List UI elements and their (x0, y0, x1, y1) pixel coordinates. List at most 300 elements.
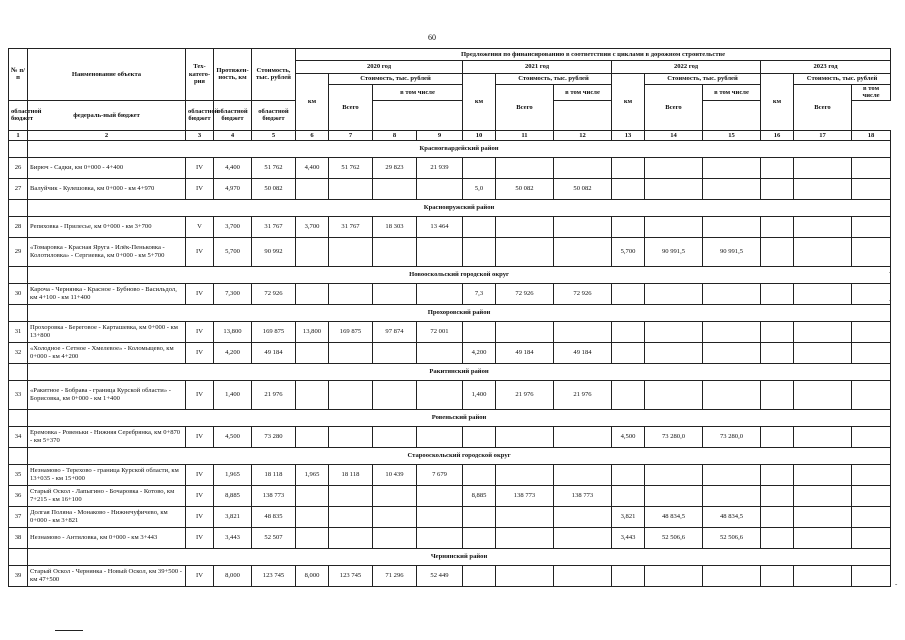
district-row (9, 363, 891, 380)
regional-2021: 50 082 (554, 178, 612, 199)
object-name: Кароча - Чернянка - Красное - Бубново - Васильдол, км 4+100 - км 11+400 (28, 283, 186, 304)
length-km: 3,443 (214, 527, 252, 548)
header-year-2022: 2022 год (612, 61, 761, 74)
length-km: 4,400 (214, 157, 252, 178)
column-number: 4 (214, 130, 252, 140)
total-2022 (645, 565, 703, 586)
column-number-row (9, 130, 891, 140)
district-empty-cell (9, 199, 28, 216)
margin-mark: - (889, 268, 892, 276)
total-2020: 169 875 (329, 321, 373, 342)
header-regional-2023: областной бюджет (252, 100, 296, 130)
district-empty-cell (9, 409, 28, 426)
cost-total: 90 992 (252, 237, 296, 266)
regional-2022 (703, 178, 761, 199)
km-2022 (612, 565, 645, 586)
regional-2023 (852, 527, 891, 548)
regional-2021 (554, 464, 612, 485)
km-2023 (761, 157, 794, 178)
federal-2020: 7 679 (417, 464, 463, 485)
federal-2020 (417, 178, 463, 199)
tech-category: IV (186, 380, 214, 409)
object-name: Еремовка - Ровеньки - Нижняя Серебрянка, км 0+870 - км 5+370 (28, 426, 186, 447)
total-2021 (496, 216, 554, 237)
total-2021 (496, 565, 554, 586)
table-row (9, 216, 891, 237)
object-name: «Холодное - Сетное - Хмелевое» - Коломыцево, км 0+000 - км 4+200 (28, 342, 186, 363)
table-row (9, 565, 891, 586)
regional-2020: 10 439 (373, 464, 417, 485)
km-2020: 1,965 (296, 464, 329, 485)
length-km: 7,300 (214, 283, 252, 304)
regional-2022 (703, 464, 761, 485)
km-2023 (761, 464, 794, 485)
km-2023 (761, 178, 794, 199)
row-number: 34 (9, 426, 28, 447)
tech-category: IV (186, 178, 214, 199)
regional-2021: 72 926 (554, 283, 612, 304)
federal-2020 (417, 283, 463, 304)
district-row (9, 199, 891, 216)
length-km: 4,200 (214, 342, 252, 363)
header-category: Тех-катего-рия (186, 49, 214, 101)
column-number: 8 (373, 130, 417, 140)
column-number: 7 (329, 130, 373, 140)
km-2022 (612, 464, 645, 485)
total-2022 (645, 178, 703, 199)
row-number: 30 (9, 283, 28, 304)
federal-2020: 21 939 (417, 157, 463, 178)
table-row (9, 380, 891, 409)
regional-2021 (554, 321, 612, 342)
margin-mark: - (895, 580, 898, 588)
table-row (9, 464, 891, 485)
cost-total: 31 767 (252, 216, 296, 237)
cost-total: 48 835 (252, 506, 296, 527)
district-row (9, 409, 891, 426)
header-length: Протяжен-ность, км (214, 49, 252, 101)
total-2023 (794, 426, 852, 447)
total-2023 (794, 565, 852, 586)
federal-2020 (417, 380, 463, 409)
km-2022 (612, 321, 645, 342)
column-number: 10 (463, 130, 496, 140)
district-title: Краснояружский район (28, 199, 891, 216)
km-2022 (612, 178, 645, 199)
district-empty-cell (9, 447, 28, 464)
object-name: Валуйчик - Кулешовка, км 0+000 - км 4+970 (28, 178, 186, 199)
length-km: 1,400 (214, 380, 252, 409)
district-empty-cell (9, 304, 28, 321)
length-km: 5,700 (214, 237, 252, 266)
km-2021: 1,400 (463, 380, 496, 409)
page-number: 60 (428, 33, 436, 42)
row-number: 37 (9, 506, 28, 527)
column-number: 16 (761, 130, 794, 140)
km-2023 (761, 527, 794, 548)
header-regional-2020: областной бюджет (9, 100, 28, 130)
total-2023 (794, 178, 852, 199)
total-2020 (329, 527, 373, 548)
federal-2020 (417, 485, 463, 506)
tech-category: IV (186, 565, 214, 586)
table-row (9, 527, 891, 548)
regional-2022 (703, 216, 761, 237)
total-2020 (329, 342, 373, 363)
tech-category: IV (186, 157, 214, 178)
total-2020 (329, 506, 373, 527)
tech-category: IV (186, 342, 214, 363)
total-2021: 50 082 (496, 178, 554, 199)
header-incl-2021: в том числе (554, 85, 612, 101)
km-2023 (761, 380, 794, 409)
total-2020 (329, 426, 373, 447)
regional-2022 (703, 342, 761, 363)
total-2022: 73 280,0 (645, 426, 703, 447)
total-2023 (794, 216, 852, 237)
km-2023 (761, 342, 794, 363)
row-number: 29 (9, 237, 28, 266)
regional-2020 (373, 527, 417, 548)
total-2023 (794, 506, 852, 527)
km-2022: 5,700 (612, 237, 645, 266)
header-cost-2022: Стоимость, тыс. рублей (645, 74, 761, 85)
header-cost-2020: Стоимость, тыс. рублей (329, 74, 463, 85)
regional-2021: 49 184 (554, 342, 612, 363)
column-number: 1 (9, 130, 28, 140)
table-row (9, 321, 891, 342)
regional-2023 (852, 342, 891, 363)
tech-category: IV (186, 321, 214, 342)
length-km: 3,700 (214, 216, 252, 237)
margin-mark: - (889, 296, 892, 304)
column-number: 6 (296, 130, 329, 140)
tech-category: V (186, 216, 214, 237)
header-cost-2023: Стоимость, тыс. рублей (794, 74, 891, 85)
total-2021: 138 773 (496, 485, 554, 506)
total-2022: 48 834,5 (645, 506, 703, 527)
column-number: 15 (703, 130, 761, 140)
total-2021 (496, 527, 554, 548)
total-2021 (496, 321, 554, 342)
regional-2023 (852, 426, 891, 447)
regional-2022: 48 834,5 (703, 506, 761, 527)
regional-2022 (703, 321, 761, 342)
total-2022 (645, 464, 703, 485)
total-2022 (645, 380, 703, 409)
tech-category: IV (186, 237, 214, 266)
km-2021 (463, 157, 496, 178)
total-2021: 21 976 (496, 380, 554, 409)
km-2022: 3,443 (612, 527, 645, 548)
total-2022 (645, 342, 703, 363)
total-2020 (329, 380, 373, 409)
total-2023 (794, 527, 852, 548)
total-2021 (496, 506, 554, 527)
table-row (9, 283, 891, 304)
total-2020: 123 745 (329, 565, 373, 586)
regional-2023 (852, 237, 891, 266)
row-number: 28 (9, 216, 28, 237)
regional-2020 (373, 506, 417, 527)
regional-2023 (852, 464, 891, 485)
regional-2020 (373, 342, 417, 363)
table-row (9, 485, 891, 506)
km-2023 (761, 283, 794, 304)
column-number: 13 (612, 130, 645, 140)
district-title: Красногвардейский район (28, 140, 891, 157)
financing-table (8, 48, 891, 587)
regional-2020 (373, 237, 417, 266)
regional-2022 (703, 380, 761, 409)
total-2020: 31 767 (329, 216, 373, 237)
tech-category: IV (186, 464, 214, 485)
tech-category: IV (186, 283, 214, 304)
km-2021 (463, 506, 496, 527)
regional-2020: 71 296 (373, 565, 417, 586)
table-row (9, 506, 891, 527)
regional-2023 (852, 157, 891, 178)
header-total-2021: Всего (496, 85, 554, 131)
header-cost: Стоимость, тыс. рублей (252, 49, 296, 101)
regional-2020: 18 303 (373, 216, 417, 237)
km-2020 (296, 178, 329, 199)
district-title: Новооскольский городской округ (28, 266, 891, 283)
regional-2021 (554, 157, 612, 178)
row-number: 35 (9, 464, 28, 485)
column-number: 2 (28, 130, 186, 140)
cost-total: 18 118 (252, 464, 296, 485)
total-2022 (645, 485, 703, 506)
header-regional-2022: областной бюджет (214, 100, 252, 130)
total-2021: 49 184 (496, 342, 554, 363)
column-number: 3 (186, 130, 214, 140)
column-number: 5 (252, 130, 296, 140)
regional-2022 (703, 283, 761, 304)
km-2020 (296, 380, 329, 409)
total-2022 (645, 283, 703, 304)
km-2023 (761, 216, 794, 237)
total-2023 (794, 283, 852, 304)
header-km-2020: км (296, 74, 329, 131)
total-2022: 90 991,5 (645, 237, 703, 266)
district-title: Старооскольский городской округ (28, 447, 891, 464)
footer-rule (55, 630, 83, 631)
length-km: 8,885 (214, 485, 252, 506)
length-km: 4,970 (214, 178, 252, 199)
km-2021 (463, 426, 496, 447)
total-2021 (496, 426, 554, 447)
cost-total: 21 976 (252, 380, 296, 409)
object-name: Прохоровка - Береговое - Карташевка, км 0+000 - км 13+800 (28, 321, 186, 342)
regional-2022 (703, 485, 761, 506)
regional-2021 (554, 506, 612, 527)
total-2023 (794, 321, 852, 342)
km-2021 (463, 565, 496, 586)
regional-2023 (852, 178, 891, 199)
km-2021 (463, 464, 496, 485)
object-name: «Ракитное - Бобрава - граница Курской области» - Борисовка, км 0+000 - км 1+400 (28, 380, 186, 409)
row-number: 33 (9, 380, 28, 409)
km-2022: 3,821 (612, 506, 645, 527)
district-row (9, 548, 891, 565)
header-year-2023: 2023 год (761, 61, 891, 74)
km-2023 (761, 485, 794, 506)
row-number: 38 (9, 527, 28, 548)
km-2023 (761, 565, 794, 586)
regional-2023 (852, 321, 891, 342)
table-row (9, 157, 891, 178)
km-2022 (612, 216, 645, 237)
district-empty-cell (9, 140, 28, 157)
km-2023 (761, 506, 794, 527)
regional-2022 (703, 157, 761, 178)
km-2022: 4,500 (612, 426, 645, 447)
km-2021 (463, 527, 496, 548)
total-2020 (329, 178, 373, 199)
regional-2023 (852, 380, 891, 409)
header-total-2023: Всего (794, 85, 852, 131)
regional-2021 (554, 216, 612, 237)
district-empty-cell (9, 266, 28, 283)
total-2021 (496, 237, 554, 266)
km-2021 (463, 237, 496, 266)
row-number: 26 (9, 157, 28, 178)
total-2020: 51 762 (329, 157, 373, 178)
regional-2022: 90 991,5 (703, 237, 761, 266)
column-number: 14 (645, 130, 703, 140)
table-row (9, 342, 891, 363)
km-2023 (761, 237, 794, 266)
total-2022 (645, 216, 703, 237)
km-2020: 4,400 (296, 157, 329, 178)
regional-2020: 97 874 (373, 321, 417, 342)
regional-2021 (554, 426, 612, 447)
cost-total: 50 082 (252, 178, 296, 199)
federal-2020 (417, 506, 463, 527)
regional-2022 (703, 565, 761, 586)
cost-total: 123 745 (252, 565, 296, 586)
tech-category: IV (186, 426, 214, 447)
km-2021: 8,885 (463, 485, 496, 506)
district-row (9, 266, 891, 283)
object-name: Незнамово - Антиловка, км 0+000 - км 3+443 (28, 527, 186, 548)
header-total-2022: Всего (645, 85, 703, 131)
cost-total: 73 280 (252, 426, 296, 447)
cost-total: 49 184 (252, 342, 296, 363)
regional-2021: 138 773 (554, 485, 612, 506)
km-2021 (463, 321, 496, 342)
km-2020: 13,800 (296, 321, 329, 342)
regional-2020 (373, 380, 417, 409)
header-incl-2022: в том числе (703, 85, 761, 101)
federal-2020: 52 449 (417, 565, 463, 586)
total-2022: 52 506,6 (645, 527, 703, 548)
regional-2021 (554, 565, 612, 586)
km-2021: 4,200 (463, 342, 496, 363)
length-km: 3,821 (214, 506, 252, 527)
object-name: Долгая Поляна - Монаково - Нижнечуфичево, км 0+000 - км 3+821 (28, 506, 186, 527)
header-proposals: Предложения по финансированию в соответствии с циклами в дорожном строительстве (296, 49, 891, 61)
district-row (9, 304, 891, 321)
total-2023 (794, 237, 852, 266)
regional-2020 (373, 485, 417, 506)
district-empty-cell (9, 363, 28, 380)
regional-2023 (852, 283, 891, 304)
total-2023 (794, 485, 852, 506)
federal-2020 (417, 237, 463, 266)
federal-2020 (417, 527, 463, 548)
regional-2020: 29 823 (373, 157, 417, 178)
km-2020 (296, 283, 329, 304)
regional-2023 (852, 216, 891, 237)
km-2023 (761, 321, 794, 342)
total-2023 (794, 380, 852, 409)
row-number: 36 (9, 485, 28, 506)
regional-2022: 52 506,6 (703, 527, 761, 548)
regional-2022: 73 280,0 (703, 426, 761, 447)
km-2020 (296, 237, 329, 266)
regional-2020 (373, 283, 417, 304)
table-row (9, 178, 891, 199)
length-km: 4,500 (214, 426, 252, 447)
header-cost-2021: Стоимость, тыс. рублей (496, 74, 612, 85)
federal-2020 (417, 426, 463, 447)
km-2020 (296, 342, 329, 363)
regional-2023 (852, 485, 891, 506)
km-2021: 5,0 (463, 178, 496, 199)
district-title: Ровеньский район (28, 409, 891, 426)
regional-2021: 21 976 (554, 380, 612, 409)
header-no: № п/п (9, 49, 28, 101)
column-number: 9 (417, 130, 463, 140)
table-body (9, 130, 891, 586)
header-km-2022: км (612, 74, 645, 131)
column-number: 18 (852, 130, 891, 140)
regional-2021 (554, 237, 612, 266)
district-title: Чернянский район (28, 548, 891, 565)
km-2023 (761, 426, 794, 447)
header-incl-2023: в том числе (852, 85, 891, 101)
row-number: 31 (9, 321, 28, 342)
km-2022 (612, 485, 645, 506)
cost-total: 51 762 (252, 157, 296, 178)
km-2022 (612, 157, 645, 178)
total-2020 (329, 237, 373, 266)
total-2021 (496, 157, 554, 178)
header-total-2020: Всего (329, 85, 373, 131)
column-number: 12 (554, 130, 612, 140)
regional-2020 (373, 178, 417, 199)
km-2020 (296, 527, 329, 548)
header-name: Наименование объекта (28, 49, 186, 101)
total-2022 (645, 157, 703, 178)
cost-total: 138 773 (252, 485, 296, 506)
total-2020 (329, 283, 373, 304)
column-number: 11 (496, 130, 554, 140)
km-2022 (612, 342, 645, 363)
total-2023 (794, 464, 852, 485)
header-km-2021: км (463, 74, 496, 131)
total-2020: 18 118 (329, 464, 373, 485)
row-number: 32 (9, 342, 28, 363)
km-2021: 7,3 (463, 283, 496, 304)
object-name: Старый Оскол - Лапыгино - Бочаровка - Котово, км 7+215 - км 16+100 (28, 485, 186, 506)
km-2020: 8,000 (296, 565, 329, 586)
column-number: 17 (794, 130, 852, 140)
regional-2023 (852, 565, 891, 586)
header-regional-2021: областной бюджет (186, 100, 214, 130)
